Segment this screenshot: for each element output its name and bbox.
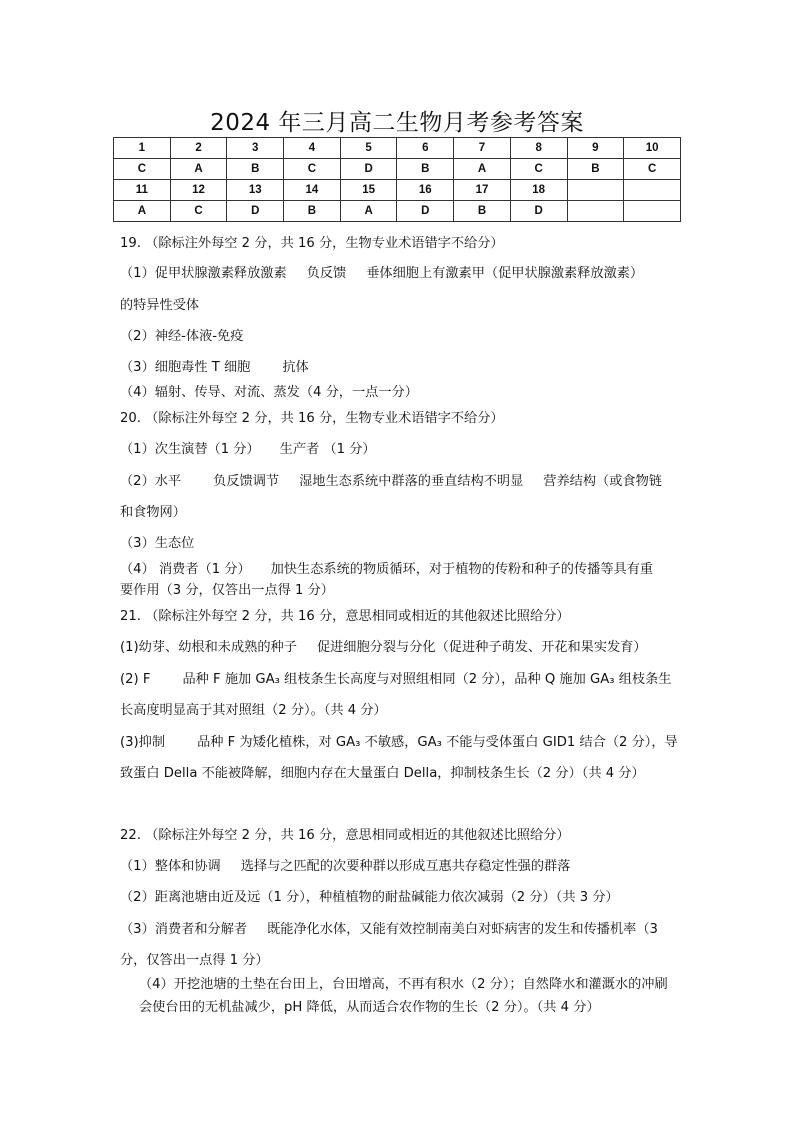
answer-table-cell (567, 180, 624, 201)
answer-text: 负反馈调节 (213, 474, 280, 489)
answer-table-cell: 8 (510, 138, 567, 159)
answer-text: （4）辐射、传导、对流、蒸发（4 分，一点一分） (120, 385, 418, 400)
answer-table-cell: 12 (170, 180, 227, 201)
answer-table-cell: 1 (114, 138, 171, 159)
answer-text: （1）促甲状腺激素释放激素 (120, 266, 287, 281)
answer-table-cell: B (284, 201, 341, 222)
answer-text: （3）生态位 (120, 536, 195, 551)
answer-text: 长高度明显高于其对照组（2 分）。（共 4 分） (120, 703, 387, 718)
answer-table-cell: C (284, 159, 341, 180)
answer-table-cell: C (624, 159, 681, 180)
answer-table-cell: D (397, 201, 454, 222)
answer-line (120, 579, 334, 598)
answer-table-cell: 14 (284, 180, 341, 201)
answer-table-cell: A (114, 201, 171, 222)
answer-table-cell: 11 (114, 180, 171, 201)
answer-table-cell: B (454, 201, 511, 222)
answer-text: 21. （除标注外每空 2 分，共 16 分，意思相同或相近的其他叙述比照给分） (120, 609, 570, 624)
answer-line (120, 731, 678, 750)
answer-line (120, 636, 647, 655)
answer-line (120, 407, 504, 426)
answer-line (120, 668, 671, 687)
answer-text: （2）神经-体液-免疫 (120, 329, 244, 344)
answer-table-cell: B (567, 159, 624, 180)
answer-table-row (114, 159, 681, 180)
answer-line (120, 501, 186, 520)
answer-table-cell (624, 201, 681, 222)
answer-line (120, 699, 387, 718)
answer-text: （1）整体和协调 (120, 859, 221, 874)
answer-table-row (114, 201, 681, 222)
answer-text: （2）水平 (120, 474, 182, 489)
answer-table-cell: 15 (340, 180, 397, 201)
answer-line (120, 949, 269, 968)
answer-table-cell: C (170, 201, 227, 222)
answer-text: 和食物网） (120, 505, 186, 520)
answer-text: 20. （除标注外每空 2 分，共 16 分，生物专业术语错字不给分） (120, 411, 504, 426)
answer-text: （3）消费者和分解者 (120, 922, 248, 937)
answer-text: 品种 F 施加 GA₃ 组枝条生长高度与对照组相同（2 分），品种 Q 施加 GA₃ 组枝条生 (182, 672, 672, 687)
answer-text: 加快生态系统的物质循环，对于植物的传粉和种子的传播等具有重 (270, 562, 654, 577)
answer-text: 品种 F 为矮化植株，对 GA₃ 不敏感，GA₃ 不能与受体蛋白 GID1 结合（2 分），导 (197, 735, 678, 750)
answer-table-cell: A (170, 159, 227, 180)
answer-table-cell: 3 (227, 138, 284, 159)
answer-line (139, 996, 600, 1015)
answer-line (120, 262, 643, 281)
answer-table-cell (624, 180, 681, 201)
answer-text: （4）开挖池塘的土垫在台田上，台田增高，不再有积水（2 分）；自然降水和灌溉水的冲刷 (139, 977, 668, 992)
answer-text: 致蛋白 Della 不能被降解，细胞内存在大量蛋白 Della，抑制枝条生长（2 分）（共 4 分） (120, 766, 645, 781)
answer-line (120, 232, 504, 251)
answer-text: 生产者 （1 分） (279, 442, 376, 457)
answer-line (120, 470, 662, 489)
answer-line (120, 762, 645, 781)
answer-table-cell: D (340, 159, 397, 180)
answer-text: 抗体 (282, 360, 309, 375)
answer-line (120, 381, 418, 400)
answer-table-cell (567, 201, 624, 222)
answer-line (120, 558, 653, 577)
answer-text: 22. （除标注外每空 2 分，共 16 分，意思相同或相近的其他叙述比照给分） (120, 828, 570, 843)
answer-text: 垂体细胞上有激素甲（促甲状腺激素释放激素） (366, 266, 644, 281)
answer-table-cell: 18 (510, 180, 567, 201)
answer-table-cell: 4 (284, 138, 341, 159)
answer-text: （3）细胞毒性 T 细胞 (120, 360, 251, 375)
answer-text: (3)抑制 (120, 735, 166, 750)
answer-table-cell: A (454, 159, 511, 180)
answer-table-cell: 6 (397, 138, 454, 159)
answer-text: 19. （除标注外每空 2 分，共 16 分，生物专业术语错字不给分） (120, 236, 504, 251)
answer-line (120, 605, 570, 624)
answer-line (120, 886, 619, 905)
answer-table-cell: 13 (227, 180, 284, 201)
answer-table-cell: B (227, 159, 284, 180)
answer-table-cell: 7 (454, 138, 511, 159)
answer-text: 营养结构（或食物链 (543, 474, 662, 489)
answer-text: 既能净化水体，又能有效控制南美白对虾病害的发生和传播机率（3 (267, 922, 658, 937)
answer-text: 要作用（3 分，仅答出一点得 1 分） (120, 583, 334, 598)
answer-line (120, 855, 570, 874)
answer-text: (2) F (120, 672, 151, 687)
answer-text: （1）次生演替（1 分） (120, 442, 260, 457)
answer-text: 的特异性受体 (120, 298, 200, 313)
answer-line (120, 824, 570, 843)
answer-text: 湿地生态系统中群落的垂直结构不明显 (299, 474, 524, 489)
answer-table-cell: 5 (340, 138, 397, 159)
answer-table-row (114, 138, 681, 159)
answer-table-cell: B (397, 159, 454, 180)
answer-text: 促进细胞分裂与分化（促进种子萌发、开花和果实发育） (316, 640, 647, 655)
answer-table-cell: A (340, 201, 397, 222)
page-title: 2024 年三月高二生物月考参考答案 (210, 110, 584, 136)
answer-table-cell: 9 (567, 138, 624, 159)
answer-table-cell: 10 (624, 138, 681, 159)
answer-text: 会使台田的无机盐减少，pH 降低，从而适合农作物的生长（2 分）。（共 4 分） (139, 1000, 600, 1015)
answer-line (120, 438, 376, 457)
answer-text: （4） 消费者（1 分） (120, 562, 251, 577)
answer-table-cell: D (227, 201, 284, 222)
answer-table-cell: 16 (397, 180, 454, 201)
answer-table-cell: C (114, 159, 171, 180)
answer-line (120, 532, 194, 551)
answer-line (120, 294, 199, 313)
answer-table-cell: C (510, 159, 567, 180)
answer-line (120, 918, 658, 937)
answer-table-row (114, 180, 681, 201)
answer-text: (1)幼芽、幼根和未成熟的种子 (120, 640, 297, 655)
answer-table (113, 137, 681, 222)
answer-table-cell: 2 (170, 138, 227, 159)
answer-table-cell: 17 (454, 180, 511, 201)
answer-table-cell: D (510, 201, 567, 222)
answer-line (120, 325, 243, 344)
answer-text: 选择与之匹配的次要种群以形成互惠共存稳定性强的群落 (240, 859, 571, 874)
answer-line (139, 973, 668, 992)
answer-text: （2）距离池塘由近及远（1 分），种植植物的耐盐碱能力依次减弱（2 分）（共 3 分） (120, 890, 619, 905)
answer-line (120, 356, 309, 375)
answer-text: 分，仅答出一点得 1 分） (120, 953, 269, 968)
answer-text: 负反馈 (306, 266, 347, 281)
